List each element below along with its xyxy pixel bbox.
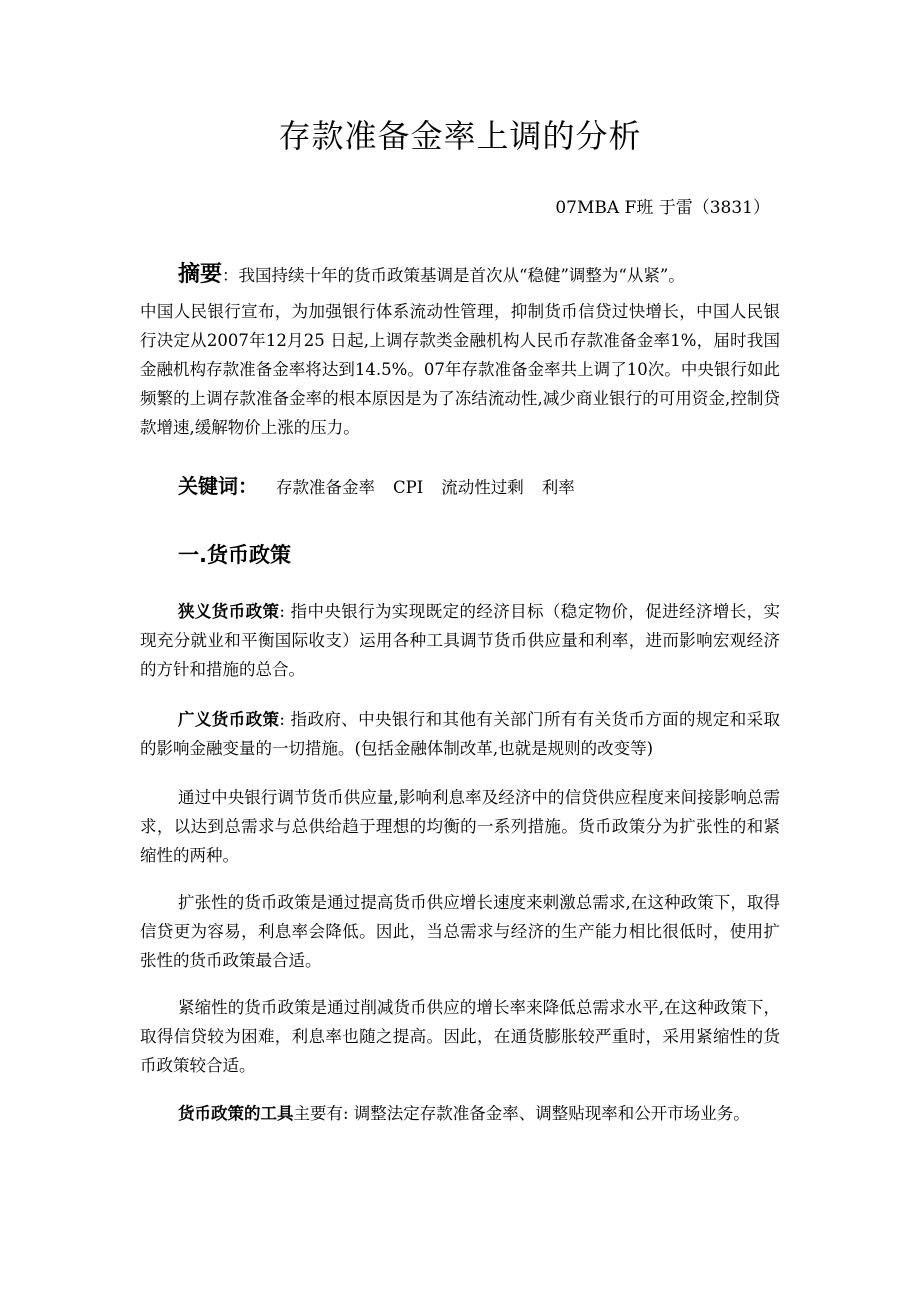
term-label: 狭义货币政策 bbox=[178, 602, 280, 621]
term-definition: : 指政府、中央银行和其他有关部门所有有关货币方面的规定和采取的影响金融变量的一切措施。(包括金融体制改革,也就是规则的改变等) bbox=[140, 710, 781, 758]
term-label: 广义货币政策 bbox=[178, 710, 280, 729]
abstract-first-text: 我国持续十年的货币政策基调是首次从“稳健”调整为“从紧”。 bbox=[238, 266, 685, 285]
abstract-section bbox=[140, 258, 780, 442]
section-heading: 一.货币政策 bbox=[178, 543, 291, 567]
term-definition: 主要有: 调整法定存款准备金率、调整贴现率和公开市场业务。 bbox=[293, 1104, 750, 1123]
paragraph-mechanism: 通过中央银行调节货币供应量,影响利息率及经济中的信贷供应程度来间接影响总需求，以达到总需求与总供给趋于理想的均衡的一系列措施。货币政策分为扩张性的和紧缩性的两种。 bbox=[140, 788, 780, 865]
paragraph-broad-policy bbox=[140, 705, 780, 763]
paragraph-narrow-policy bbox=[140, 597, 780, 684]
abstract-body: 中国人民银行宣布，为加强银行体系流动性管理，抑制货币信贷过快增长，中国人民银行决定从2007年12月25 日起,上调存款类金融机构人民币存款准备金率1%，届时我国金融机构存款准备金率将达到14.5%。07年存款准备金率共上调了10次。中央银行如此频繁的上调存款准备金率的根本原因是为了冻结流动性,减少商业银行的可用资金,控制贷款增速,缓解物价上涨的压力。 bbox=[140, 302, 780, 437]
author-line: 07MBA F班 于雷（3831） bbox=[555, 198, 770, 218]
keyword-item: CPI bbox=[393, 478, 424, 497]
term-definition: : 指中央银行为实现既定的经济目标（稳定物价，促进经济增长，实现充分就业和平衡国际收支）运用各种工具调节货币供应量和利率，进而影响宏观经济的方针和措施的总合。 bbox=[140, 602, 781, 679]
document-title: 存款准备金率上调的分析 bbox=[278, 117, 642, 155]
keyword-item: 存款准备金率 bbox=[276, 478, 375, 497]
paragraph-contractionary: 紧缩性的货币政策是通过削减货币供应的增长率来降低总需求水平,在这种政策下，取得信贷较为困难，利息率也随之提高。因此，在通货膨胀较严重时，采用紧缩性的货币政策较合适。 bbox=[140, 998, 780, 1075]
paragraph-expansionary: 扩张性的货币政策是通过提高货币供应增长速度来刺激总需求,在这种政策下，取得信贷更为容易，利息率会降低。因此，当总需求与经济的生产能力相比很低时，使用扩张性的货币政策最合适。 bbox=[140, 893, 780, 970]
abstract-first-line bbox=[140, 258, 780, 293]
abstract-colon: ： bbox=[222, 266, 239, 285]
abstract-label: 摘要 bbox=[178, 262, 223, 287]
keyword-item: 流动性过剩 bbox=[441, 478, 524, 497]
keyword-item: 利率 bbox=[541, 478, 575, 497]
paragraph-policy-tools bbox=[140, 1099, 780, 1128]
keywords-label: 关键词： bbox=[178, 474, 258, 498]
term-label: 货币政策的工具 bbox=[178, 1104, 294, 1123]
keywords-line bbox=[178, 471, 575, 503]
